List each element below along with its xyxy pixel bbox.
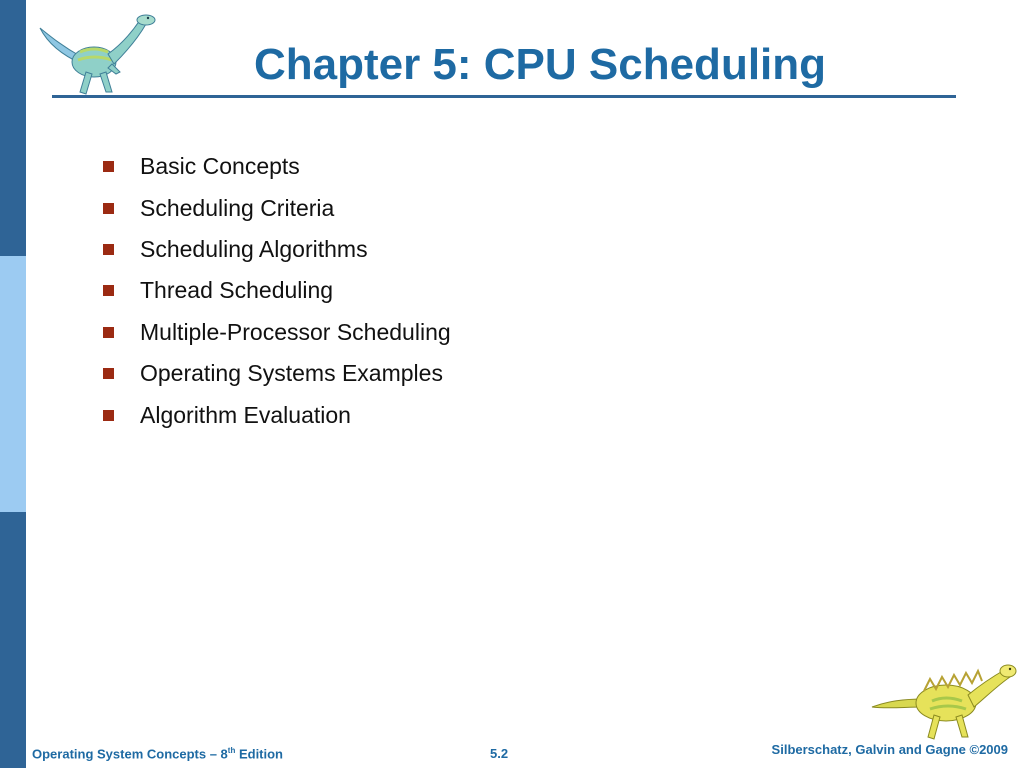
bullet-text: Operating Systems Examples [140,360,443,387]
bullet-text: Scheduling Criteria [140,194,335,221]
bullet-text: Algorithm Evaluation [140,401,351,428]
bullet-text: Scheduling Algorithms [140,235,368,262]
bullet-square-icon [103,203,114,214]
sidebar-segment-top [0,0,26,256]
sidebar-segment-bottom [0,512,26,768]
dinosaur-logo-bottom [868,655,1018,741]
slide-title: Chapter 5: CPU Scheduling [253,40,827,89]
footer-book-prefix: Operating System Concepts – 8 [32,746,228,762]
bullet-text: Basic Concepts [140,153,300,180]
bullet-item [103,229,451,270]
bullet-list [103,146,451,436]
bullet-text: Multiple-Processor Scheduling [140,318,451,345]
bullet-square-icon [103,368,114,379]
bullet-square-icon [103,244,114,255]
bullet-item [103,187,451,228]
bullet-square-icon [103,327,114,338]
bullet-square-icon [103,285,114,296]
bullet-square-icon [103,161,114,172]
bullet-item [103,270,451,311]
footer-authors: Silberschatz, Galvin and Gagne ©2009 [771,742,1008,757]
footer-page-number: 5.2 [490,746,509,761]
bullet-item [103,394,451,435]
sidebar-stripe [0,0,26,768]
footer-book-suffix: Edition [235,746,284,762]
bullet-text: Thread Scheduling [140,277,334,304]
bullet-item [103,146,451,187]
dinosaur-logo-top [36,6,158,98]
footer-book-title [32,746,283,761]
bullet-square-icon [103,410,114,421]
bullet-item [103,353,451,394]
sidebar-segment-middle [0,256,26,512]
footer-book-superscript: th [227,746,236,755]
title-underline [52,95,956,98]
bullet-item [103,312,451,353]
